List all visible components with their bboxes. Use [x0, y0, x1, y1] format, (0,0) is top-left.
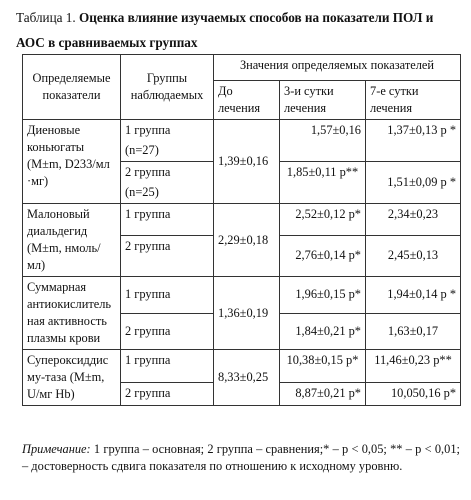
day7-value: 1,51±0,09 p *	[366, 162, 461, 204]
table-row	[23, 204, 461, 236]
before-value: 8,33±0,25	[214, 350, 280, 406]
header-groups: Группы наблюдаемых	[121, 55, 214, 120]
before-value: 1,36±0,19	[214, 277, 280, 350]
table-caption	[16, 5, 461, 55]
header-day7: 7-е сутки лечения	[366, 81, 461, 120]
group-label: 1 группа	[121, 204, 214, 236]
group-label: 2 группа	[121, 313, 214, 350]
header-values: Значения определяемых показателей	[214, 55, 461, 81]
day7-value: 2,45±0,13	[366, 235, 461, 276]
day3-value: 1,84±0,21 p*	[280, 313, 366, 350]
caption-prefix: Таблица 1.	[16, 10, 76, 25]
footnote-label: Примечание:	[22, 442, 91, 456]
day7-value: 1,63±0,17	[366, 313, 461, 350]
before-value: 1,39±0,16	[214, 120, 280, 204]
day3-value: 2,52±0,12 p*	[280, 204, 366, 236]
day3-value: 2,76±0,14 p*	[280, 235, 366, 276]
group-label: 1 группа	[125, 123, 171, 137]
indicator-name: Супероксиддис му-таза (M±m, U/мг Hb)	[23, 350, 121, 406]
header-before: До лечения	[214, 81, 280, 120]
group-cell	[121, 162, 214, 204]
indicator-name: Малоновый диальдегид (M±m, нмоль/мл)	[23, 204, 121, 277]
group-cell	[121, 120, 214, 162]
day3-value: 1,96±0,15 p*	[280, 277, 366, 314]
table-footnote	[22, 441, 460, 475]
day7-value: 10,050,16 p*	[366, 383, 461, 406]
day7-value: 2,34±0,23	[366, 204, 461, 236]
table-row	[23, 350, 461, 383]
day3-value: 8,87±0,21 p*	[280, 383, 366, 406]
group-label: 1 группа	[121, 277, 214, 314]
group-label: 2 группа	[121, 235, 214, 276]
day7-value: 1,94±0,14 p *	[366, 277, 461, 314]
before-value: 2,29±0,18	[214, 204, 280, 277]
table-row	[23, 277, 461, 314]
day7-value: 1,37±0,13 p *	[366, 120, 461, 162]
day7-value: 11,46±0,23 p**	[366, 350, 461, 383]
results-table	[22, 54, 461, 406]
day3-value: 1,85±0,11 p**	[280, 162, 366, 204]
indicator-name: Диеновые коньюгаты (M±m, D233/мл ·мг)	[23, 120, 121, 204]
header-indicators: Определяемые показатели	[23, 55, 121, 120]
group-count: (n=27)	[125, 143, 159, 157]
group-label: 1 группа	[121, 350, 214, 383]
day3-value: 10,38±0,15 p*	[280, 350, 366, 383]
group-label: 2 группа	[125, 165, 171, 179]
footnote-text: 1 группа – основная; 2 группа – сравнения;* – p < 0,05; ** – p < 0,01; – достоверность сдвига показателя по отношению к исходному уровню.	[22, 442, 460, 473]
header-day3: 3-и сутки лечения	[280, 81, 366, 120]
day3-value: 1,57±0,16	[280, 120, 366, 162]
indicator-name: Суммарная антиокислитель ная активность плазмы крови	[23, 277, 121, 350]
table-row	[23, 120, 461, 162]
group-label: 2 группа	[121, 383, 214, 406]
group-count: (n=25)	[125, 185, 159, 199]
caption-title: Оценка влияние изучаемых способов на показатели ПОЛ и АОС в сравниваемых группах	[16, 10, 434, 50]
